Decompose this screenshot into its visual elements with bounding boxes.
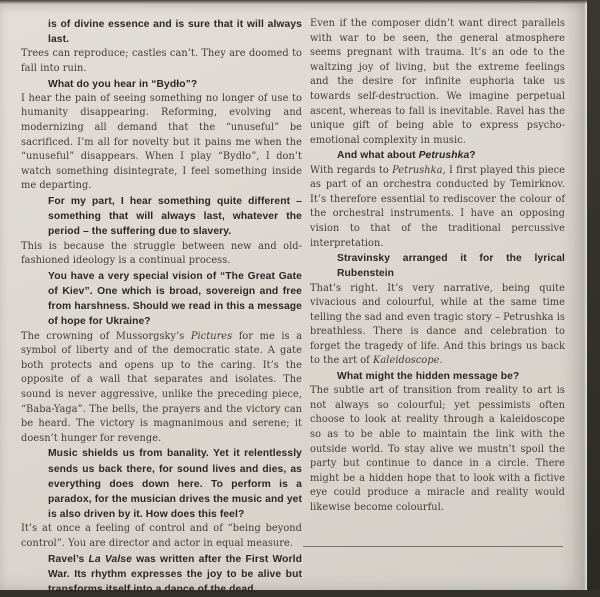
text-segment: Trees can reproduce; castles can’t. They are doomed to fall into ruin. — [21, 48, 302, 74]
text-segment: What do you hear in “Bydło”? — [48, 78, 198, 90]
text-segment: The crowning of Mussorgsky’s — [21, 330, 191, 342]
text-segment: That’s right. It’s very narrative, being quite vivacious and colourful, while at the same time telling the sad and even tragic story – Petrushka is breathless. There is dance and celebration to forget the tragedy of life. And this brings us back to the art of — [310, 282, 565, 367]
text-segment: was written after the First World War. Its rhythm expresses the joy to be alive but transforms itself into a dance of the dead. — [48, 553, 302, 595]
interview-answer — [21, 330, 302, 447]
interview-question — [310, 148, 565, 163]
text-segment: With regards to — [310, 164, 393, 176]
interview-question — [310, 251, 565, 281]
text-segment: for me is a symbol of liberty and of the democratic state. A gate both protects and opens up to the caring. It’s the opposite of a wall that separates and isolates. The sound is never aggressive, unlike the preceding piece, “Baba-Yaga”. The bells, the prayers and the victory can be heard. The victory is magnanimous and serene; it doesn’t hunger for revenge. — [21, 330, 302, 444]
interview-question — [310, 369, 565, 384]
interview-answer — [310, 384, 565, 515]
interview-answer — [310, 17, 565, 148]
text-column-left — [21, 17, 302, 597]
page-top-shadow — [0, 0, 587, 4]
text-segment: It’s at once a feeling of control and of “being beyond control”. You are director and actor in equal measure. — [21, 523, 302, 549]
interview-question — [21, 77, 302, 92]
text-segment: For my part, I hear something quite different – something that will always last, whatever the period – the suffering due to slavery. — [48, 195, 302, 238]
text-segment: . — [439, 355, 443, 367]
text-segment: Kaleidoscope — [373, 355, 440, 367]
text-segment: Pictures — [190, 330, 233, 342]
text-segment: And what about — [337, 150, 419, 162]
interview-question — [21, 269, 302, 330]
text-segment: You have a very special vision of “The Great Gate of Kiev”. One which is broad, sovereign and free from harshness. Should we read in this a message of hope for Ukraine? — [48, 270, 302, 328]
text-segment: ? — [469, 150, 476, 162]
interview-answer — [310, 164, 565, 252]
interview-question — [21, 17, 302, 47]
interview-answer — [21, 47, 302, 76]
interview-answer — [310, 282, 565, 370]
text-segment: This is because the struggle between new and old-fashioned ideology is a continual process. — [21, 240, 302, 267]
text-segment: Ravel’s — [48, 553, 89, 565]
text-segment: The subtle art of transition from reality to art is not always so colourful; yet pessimists often choose to look at reality through a kaleidoscope so as to be able to maintain the link with the outside world. To stay alive we mustn’t spoil the party but continue to dance in a circle. There might be a hidden hope that to look with a fictive eye could produce a miracle and reality would likewise become colourful. — [310, 385, 565, 514]
text-segment: Petrushka — [392, 164, 443, 176]
text-segment: I hear the pain of seeing something no longer of use to humanity disappearing. Reforming, evolving and modernizing all demand that the “unuseful” be sacrificed. I’m all for novelty but it pains me when the “unuseful” disappears. When I play “Bydło”, I don’t watch something disintegrate, I feel something inside me departing. — [21, 92, 302, 192]
text-segment: , I first played this piece as part of an orchestra conducted by Temirknov. It’s therefore essential to rediscover the colour of the orchestral instruments. I have an opposing vision to that of the traditional percussive interpretation. — [310, 164, 565, 249]
interview-question — [21, 194, 302, 240]
text-segment: La Valse — [88, 553, 132, 565]
interview-answer — [21, 240, 302, 269]
interview-answer — [21, 92, 302, 194]
text-segment: Music shields us from banality. Yet it relentlessly sends us back there, for sound lives and dies, as everything does down here. To perform is a paradox, for the musician drives the music and yet is also driven by it. How does this feel? — [48, 448, 302, 521]
interview-answer — [21, 522, 302, 551]
interview-question — [21, 552, 302, 597]
text-segment: is of divine essence and is sure that it will always last. — [48, 19, 302, 46]
text-column-right — [310, 17, 565, 516]
text-segment: Stravinsky arranged it for the lyrical Rubenstein — [337, 253, 565, 280]
text-segment: Petrushka — [418, 150, 470, 162]
text-segment: Even if the composer didn’t want direct parallels with war to be seen, the general atmosphere seems pregnant with trauma. It’s an ode to the waltzing joy of living, but the extreme feelings and the desire for infinite euphoria take us towards self-destruction. We imagine perpetual ascent, whereas to fall is inevitable. Ravel has the unique gift of being able to express psycho-emotional complexity in music. — [310, 18, 565, 146]
signature-line — [303, 546, 563, 547]
interview-question — [21, 446, 302, 522]
text-segment: What might the hidden message be? — [337, 371, 520, 383]
